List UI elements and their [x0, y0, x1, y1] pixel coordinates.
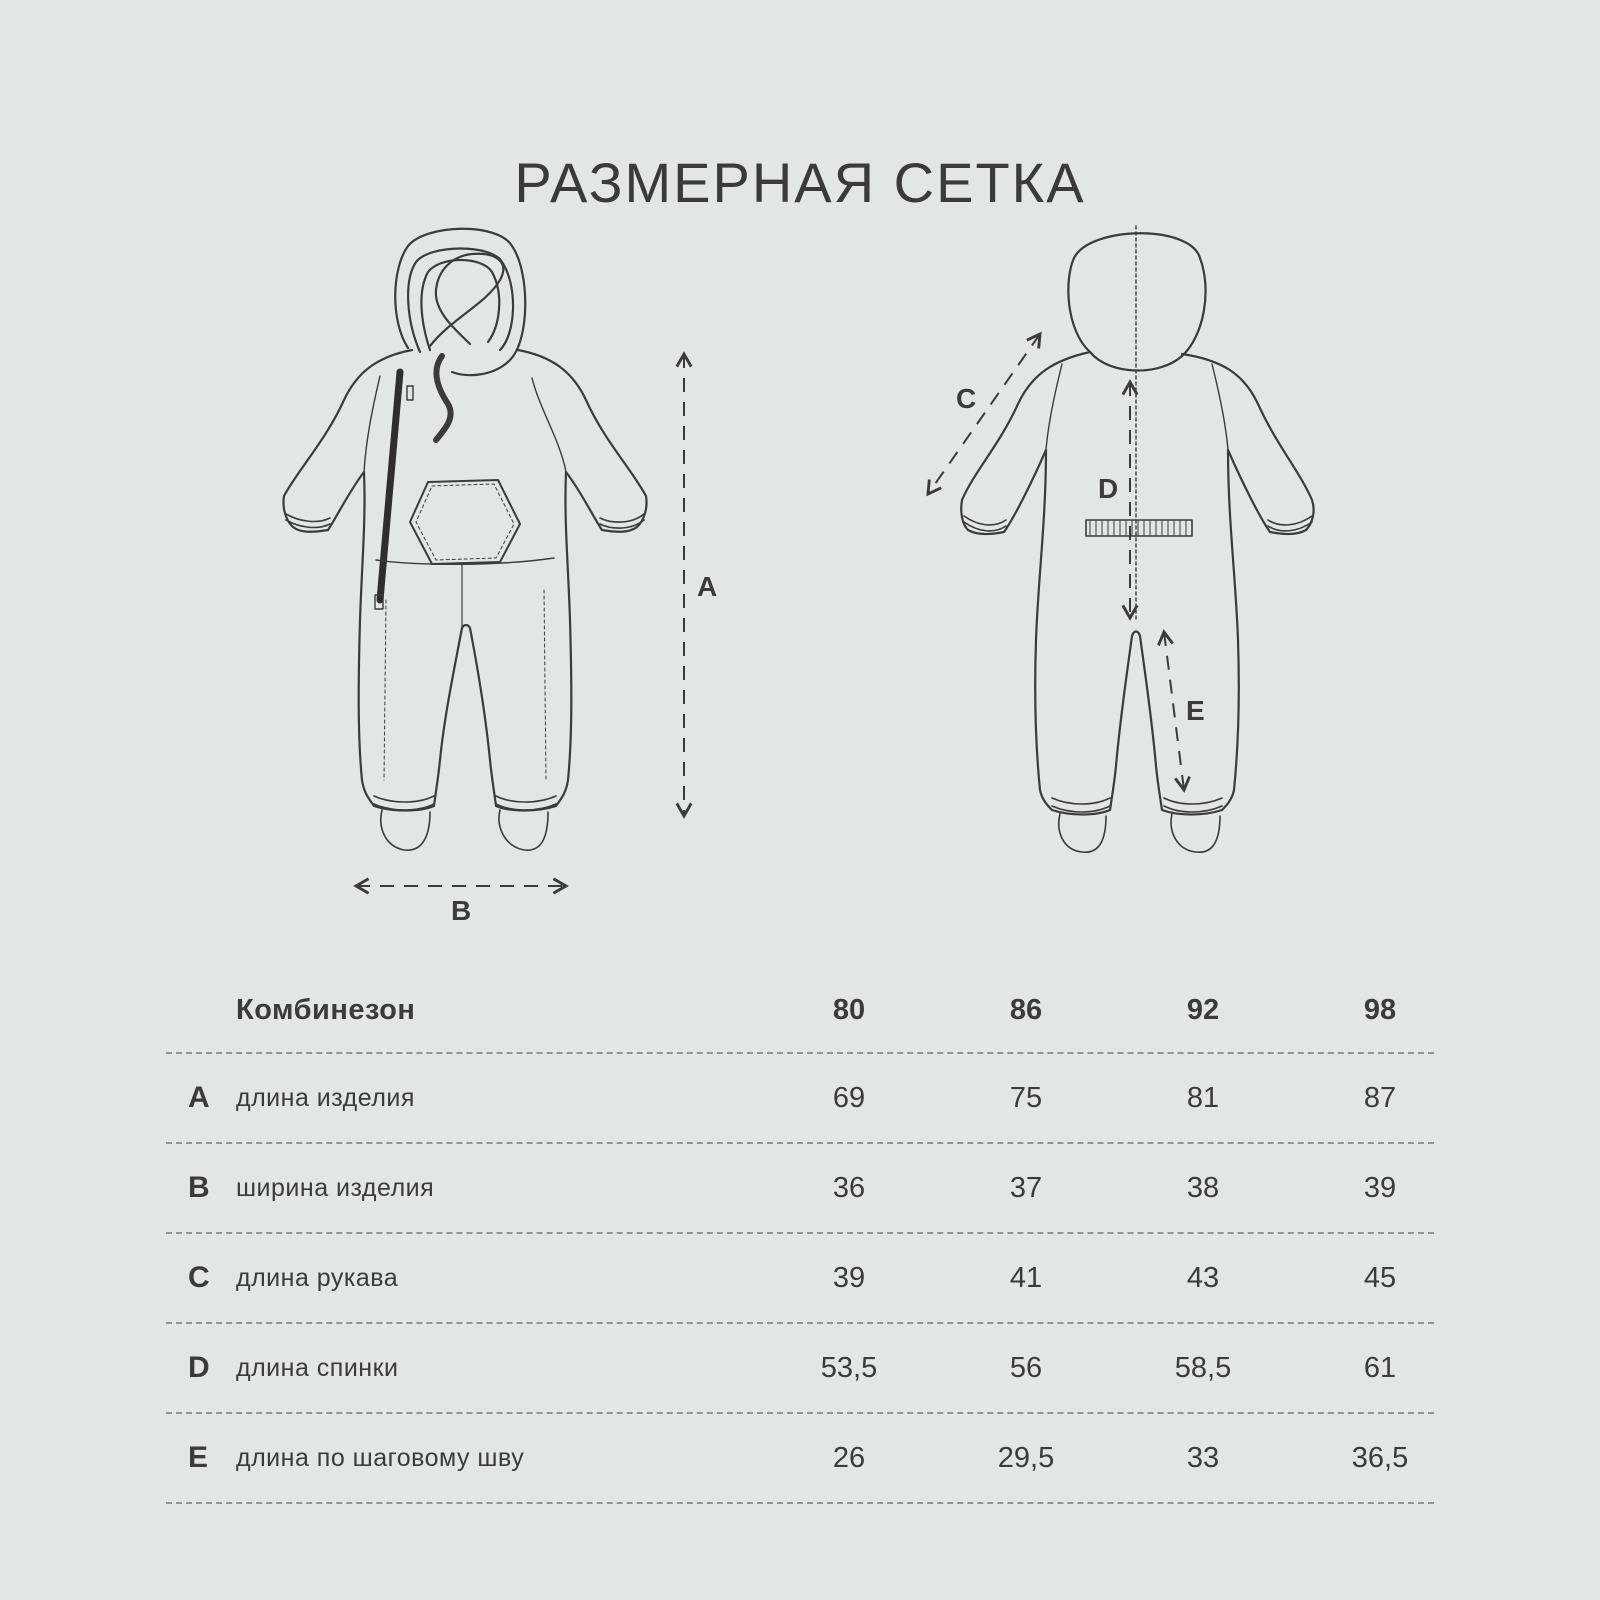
dimension-d-label: D [1098, 473, 1119, 504]
measurement-value: 53,5 [820, 1351, 878, 1384]
back-view-drawing [961, 226, 1313, 852]
front-view-drawing [283, 229, 646, 850]
measurement-value: 39 [1363, 1171, 1397, 1204]
measurement-code: B [188, 1171, 210, 1204]
page-title: РАЗМЕРНАЯ СЕТКА [514, 150, 1086, 214]
measurement-label: ширина изделия [236, 1173, 435, 1202]
back-hood [1068, 233, 1205, 370]
measurement-label: длина рукава [236, 1263, 399, 1292]
measurement-code: A [188, 1081, 210, 1114]
measurement-value: 39 [832, 1261, 866, 1294]
front-hood [395, 229, 525, 375]
measurement-value: 36 [832, 1171, 866, 1204]
measurement-value: 45 [1363, 1261, 1397, 1294]
front-pocket [410, 480, 520, 564]
measurement-value: 81 [1186, 1081, 1220, 1114]
measurement-value: 56 [1009, 1351, 1043, 1384]
dimension-b-label: B [451, 895, 472, 926]
measurement-value: 26 [832, 1441, 866, 1474]
dimension-c-label: C [956, 383, 977, 414]
size-table [166, 968, 1434, 1504]
measurement-value: 69 [832, 1081, 866, 1114]
dimension-c-line [928, 334, 1040, 494]
back-body [961, 352, 1313, 815]
product-name: Комбинезон [236, 993, 416, 1026]
measurement-code: C [188, 1261, 210, 1294]
dimension-e-label: E [1186, 695, 1205, 726]
measurement-value: 41 [1009, 1261, 1043, 1294]
table-row [166, 1414, 1434, 1504]
measurement-value: 38 [1186, 1171, 1220, 1204]
measurement-value: 33 [1186, 1441, 1220, 1474]
table-row [166, 1234, 1434, 1324]
table-header-row [166, 968, 1434, 1054]
measurement-code: D [188, 1351, 210, 1384]
size-column-header: 92 [1186, 993, 1220, 1026]
measurement-value: 58,5 [1174, 1351, 1232, 1384]
size-column-header: 86 [1009, 993, 1043, 1026]
measurement-value: 36,5 [1351, 1441, 1409, 1474]
table-row [166, 1144, 1434, 1234]
size-column-header: 80 [832, 993, 866, 1026]
table-row [166, 1324, 1434, 1414]
back-dimensions [928, 334, 1205, 790]
measurement-value: 87 [1363, 1081, 1397, 1114]
measurement-label: длина по шаговому шву [236, 1443, 525, 1472]
measurement-label: длина спинки [236, 1353, 399, 1382]
dimension-a-label: A [697, 571, 718, 602]
size-column-header: 98 [1363, 993, 1397, 1026]
measurement-value: 29,5 [997, 1441, 1055, 1474]
table-row [166, 1054, 1434, 1144]
measurement-label: длина изделия [236, 1083, 415, 1112]
measurement-value: 75 [1009, 1081, 1043, 1114]
measurement-code: E [188, 1441, 209, 1474]
measurement-value: 37 [1009, 1171, 1043, 1204]
dimension-e-line [1164, 632, 1184, 790]
measurement-value: 61 [1363, 1351, 1397, 1384]
measurement-value: 43 [1186, 1261, 1220, 1294]
front-dimensions [356, 354, 717, 926]
front-body [283, 350, 646, 811]
